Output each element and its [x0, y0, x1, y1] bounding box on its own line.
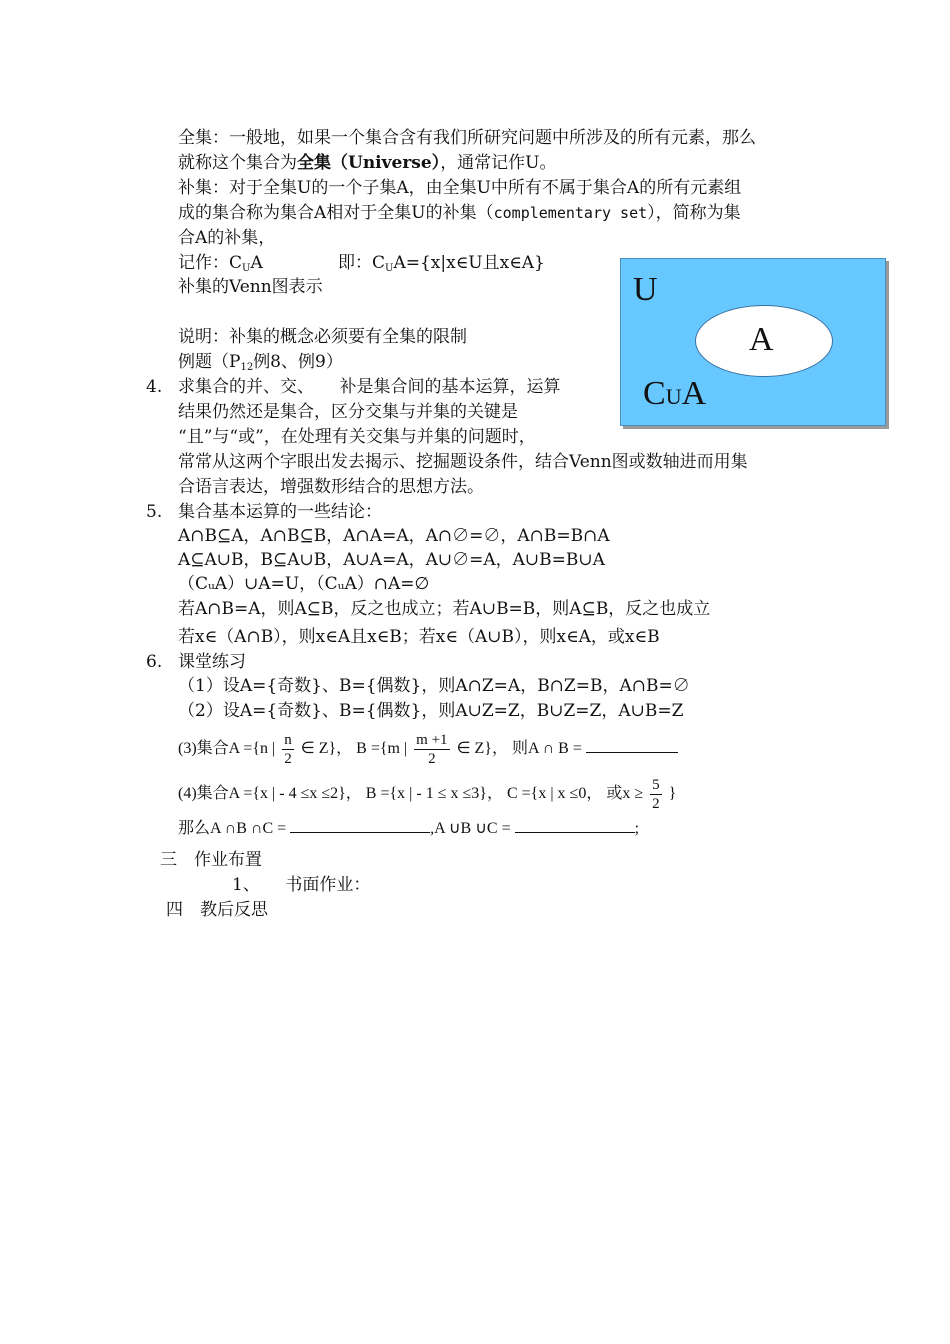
universal-set-line2-b: ，通常记作U。	[440, 153, 557, 173]
exercise-1: （1）设A={奇数}、B={偶数}，则A∩Z=A，B∩Z=B，A∩B=∅	[178, 676, 690, 696]
section-4-title: 四 教后反思	[166, 900, 268, 920]
venn-universal-label: U	[633, 271, 658, 308]
item5-rule3: （CᵤA）∪A=U，（CᵤA）∩A=∅	[178, 574, 430, 594]
venn-complement-a: A	[681, 375, 707, 412]
definition-sub: U	[385, 263, 394, 274]
item5-rule1: A∩B⊆A，A∩B⊆B，A∩A=A，A∩∅=∅，A∩B=B∩A	[178, 526, 610, 546]
fraction-1-numerator: n	[284, 731, 292, 748]
venn-caption: 补集的Venn图表示	[178, 277, 323, 297]
item4-line3: “且”与“或”，在处理有关交集与并集的问题时，	[178, 427, 536, 447]
item4-line5: 合语言表达，增强数形结合的思想方法。	[178, 477, 484, 497]
fraction-3-denominator: 2	[652, 795, 660, 812]
notation-sub: U	[242, 263, 251, 274]
definition-b: A={x|x∈U且x∈A}	[393, 253, 545, 273]
universal-set-line1: 全集：一般地，如果一个集合含有我们所研究问题中所涉及的所有元素，那么	[178, 128, 756, 148]
item4-line2: 结果仍然还是集合，区分交集与并集的关键是	[178, 402, 518, 422]
item4-line4: 常常从这两个字眼出发去揭示、挖掘题设条件，结合Venn图或数轴进而用集	[178, 452, 748, 472]
item5-rule4: 若A∩B=A，则A⊆B，反之也成立；若A∪B=B，则A⊆B，反之也成立	[178, 599, 711, 619]
example-sub: 12	[240, 362, 254, 373]
complement-note: 说明：补集的概念必须要有全集的限制	[178, 327, 467, 347]
exercise-4-intersection-label: 那么A ∩B ∩C =	[178, 820, 287, 837]
complement-line2-b: ），简称为集	[647, 203, 741, 223]
definition-a: 即：C	[338, 253, 386, 273]
notation-after: A	[250, 253, 263, 273]
fraction-3-numerator: 5	[652, 776, 660, 793]
venn-complement-label	[643, 375, 706, 413]
exercise-4-part-b: }	[668, 785, 677, 802]
item5-title: 集合基本运算的一些结论：	[178, 502, 382, 522]
item5-rule5: 若x∈（A∩B），则x∈A且x∈B；若x∈（A∪B），则x∈A，或x∈B	[178, 627, 660, 647]
item5-rule2: A⊆A∪B，B⊆A∪B，A∪A=A，A∪∅=A，A∪B=B∪A	[178, 550, 605, 570]
exercise-2: （2）设A={奇数}、B={偶数}，则A∪Z=Z，B∪Z=Z，A∪B=Z	[178, 701, 684, 721]
fraction-2-denominator: 2	[428, 750, 436, 767]
exercise-3-part-b: ∈ Z}， B ={m |	[300, 740, 408, 757]
universal-set-line2	[178, 152, 557, 174]
exercise-4-part-a: (4)集合A ={x | - 4 ≤x ≤2}， B ={x | - 1 ≤ x ≤3}， C ={x | x ≤0， 或x ≥	[178, 785, 644, 802]
exercise-4-end: ;	[634, 820, 640, 837]
exercise-3-part-c: ∈ Z}， 则A ∩ B =	[456, 740, 582, 757]
item4-line1: 求集合的并、交、 补是集合间的基本运算，运算	[178, 377, 561, 397]
complement-definition	[338, 252, 545, 280]
venn-set-a-label: A	[749, 321, 774, 358]
answer-blank-2[interactable]	[290, 818, 430, 833]
section-3-item: 1、 书面作业：	[232, 875, 371, 895]
fraction-2-numerator: m +1	[416, 731, 448, 748]
universal-set-line2-a: 就称这个集合为	[178, 153, 297, 173]
exercise-3	[178, 730, 678, 768]
section-3-title: 三 作业布置	[160, 850, 262, 870]
exercise-3-fraction-1	[282, 731, 294, 768]
universal-set-term: 全集（Universe）	[297, 153, 441, 173]
venn-diagram	[620, 258, 886, 426]
complement-term: complementary set	[493, 204, 648, 222]
venn-complement-c: C	[643, 375, 666, 412]
item4-number: 4.	[146, 377, 163, 397]
item5-number: 5.	[146, 502, 163, 522]
complement-line2	[178, 202, 741, 224]
example-a: 例题（P	[178, 352, 241, 372]
example-reference	[178, 351, 343, 379]
fraction-1-denominator: 2	[284, 750, 292, 767]
complement-line1: 补集：对于全集U的一个子集A，由全集U中所有不属于集合A的所有元素组	[178, 178, 742, 198]
example-b: 例8、例9）	[253, 352, 343, 372]
complement-line3: 合A的补集，	[178, 228, 276, 248]
item6-title: 课堂练习	[178, 652, 246, 672]
venn-complement-u: U	[665, 384, 682, 409]
exercise-4-line2	[178, 818, 639, 840]
answer-blank-3[interactable]	[515, 818, 635, 833]
complement-line2-a: 成的集合称为集合A相对于全集U的补集（	[178, 203, 494, 223]
item6-number: 6.	[146, 652, 163, 672]
exercise-3-part-a: (3)集合A ={n |	[178, 740, 276, 757]
answer-blank-1[interactable]	[586, 738, 678, 753]
exercise-4	[178, 775, 676, 813]
exercise-3-fraction-2	[414, 731, 449, 768]
exercise-4-fraction	[650, 776, 662, 813]
exercise-4-union-label: ,A ∪B ∪C =	[430, 820, 511, 837]
notation-label: 记作：C	[178, 253, 243, 273]
